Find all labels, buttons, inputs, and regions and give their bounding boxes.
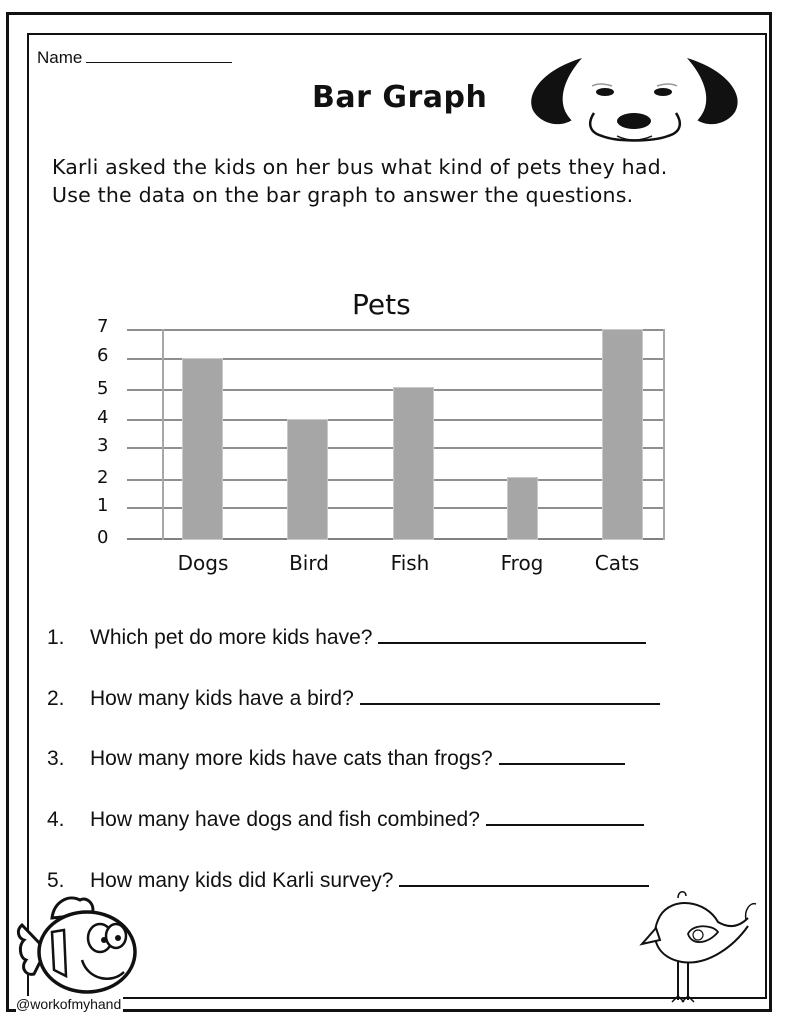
answer-blank-4[interactable] (486, 806, 644, 826)
answer-blank-1[interactable] (378, 624, 646, 644)
gridline-7 (127, 329, 665, 331)
question-4 (47, 806, 644, 832)
page-title: Bar Graph (312, 80, 488, 115)
question-3 (47, 745, 625, 771)
instructions (52, 153, 668, 209)
question-number: 4. (47, 808, 65, 831)
x-label-cats: Cats (594, 551, 640, 575)
question-text: How many kids have a bird? (90, 687, 354, 710)
chart-title: Pets (352, 288, 411, 321)
dog-face-icon (522, 50, 747, 145)
fish-icon (12, 880, 142, 995)
question-2 (47, 685, 660, 711)
y-tick-3: 3 (97, 435, 109, 456)
y-tick-5: 5 (97, 378, 109, 399)
name-blank[interactable] (86, 46, 232, 63)
question-text: How many have dogs and fish combined? (90, 808, 480, 831)
name-label: Name (37, 48, 83, 67)
bird-icon (638, 888, 758, 1008)
answer-blank-3[interactable] (499, 745, 625, 765)
x-label-bird: Bird (289, 551, 329, 575)
y-tick-0: 0 (97, 527, 109, 548)
plot-right-edge (663, 329, 665, 540)
y-tick-7: 7 (97, 316, 109, 337)
question-text: How many more kids have cats than frogs? (90, 747, 493, 770)
bar-chart (127, 329, 665, 540)
name-field (37, 46, 232, 68)
y-tick-1: 1 (97, 495, 109, 516)
question-text: Which pet do more kids have? (90, 626, 373, 649)
instructions-line-1: Karli asked the kids on her bus what kind of pets they had. (52, 155, 668, 179)
y-axis (162, 329, 164, 540)
question-number: 3. (47, 747, 65, 770)
bar-bird (287, 419, 328, 540)
bar-frog (507, 477, 538, 540)
instructions-line-2: Use the data on the bar graph to answer the questions. (52, 183, 634, 207)
y-tick-2: 2 (97, 467, 109, 488)
question-number: 1. (47, 626, 65, 649)
x-label-fish: Fish (390, 551, 430, 575)
bar-fish (393, 387, 434, 540)
question-number: 2. (47, 687, 65, 710)
x-label-frog: Frog (500, 551, 544, 575)
bar-cats (602, 329, 643, 540)
question-number: 5. (47, 869, 65, 892)
credit-text: @workofmyhand (16, 996, 122, 1012)
x-label-dogs: Dogs (177, 551, 229, 575)
answer-blank-2[interactable] (360, 685, 660, 705)
answer-blank-5[interactable] (399, 867, 649, 887)
y-tick-6: 6 (97, 345, 109, 366)
bar-dogs (182, 358, 223, 540)
question-text: How many kids did Karli survey? (90, 869, 394, 892)
y-tick-4: 4 (97, 407, 109, 428)
question-1 (47, 624, 646, 650)
